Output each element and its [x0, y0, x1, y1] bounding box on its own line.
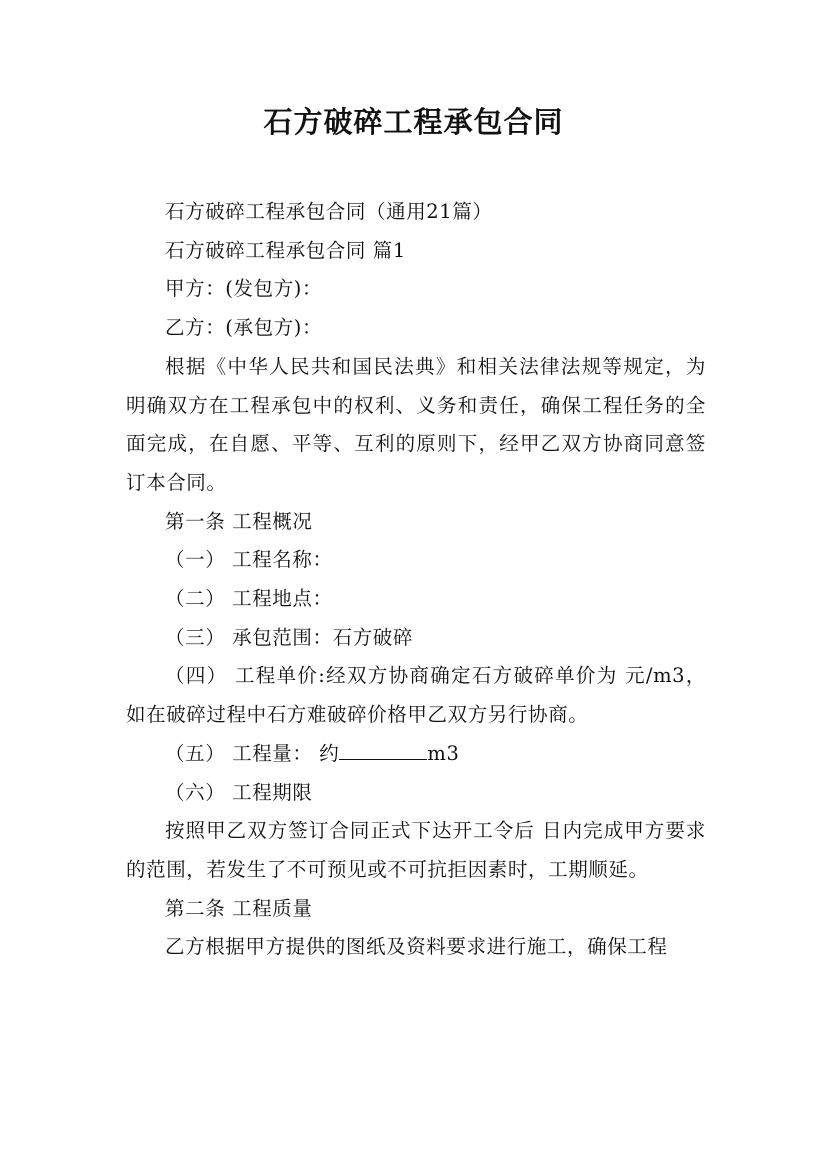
paragraph-contract-scope: （三） 承包范围：石方破碎: [165, 625, 413, 649]
document-title: 石方破碎工程承包合同: [263, 105, 564, 139]
paragraph-project-location: （二） 工程地点：: [165, 587, 333, 611]
paragraph-party-a: 甲方：(发包方)：: [165, 277, 323, 301]
paragraph-article-1: 第一条 工程概况: [165, 509, 313, 533]
paragraph-preamble: 根据《中华人民共和国民法典》和相关法律法规等规定，为明确双方在工程承包中的权利、义务和责任，确保工程任务的全面完成，在自愿、平等、互利的原则下，经甲乙双方协商同意签订本合同。: [126, 354, 706, 494]
paragraph-quantity: [126, 735, 706, 774]
paragraph-party-b: 乙方：(承包方)：: [165, 316, 323, 340]
paragraph-article-2: 第二条 工程质量: [165, 896, 313, 920]
paragraph-period-detail: 按照甲乙双方签订合同正式下达开工令后 日内完成甲方要求的范围，若发生了不可预见或不可抗拒因素时，工期顺延。: [126, 819, 706, 881]
paragraph-project-name: （一） 工程名称：: [165, 548, 333, 572]
quantity-prefix: （五） 工程量： 约: [165, 741, 340, 765]
paragraph-heading: 石方破碎工程承包合同（通用21篇）: [165, 200, 493, 223]
paragraph-unit-price: （四） 工程单价:经双方协商确定石方破碎单价为 元/m3，如在破碎过程中石方难破碎价格甲乙双方另行协商。: [126, 664, 706, 727]
quantity-blank-line: [339, 739, 427, 760]
quantity-unit: m3: [427, 741, 460, 765]
document-body: [126, 193, 706, 967]
paragraph-project-period: （六） 工程期限: [165, 780, 313, 804]
paragraph-section-title: 石方破碎工程承包合同 篇1: [165, 238, 406, 262]
paragraph-quality-detail: 乙方根据甲方提供的图纸及资料要求进行施工，确保工程: [165, 935, 668, 959]
